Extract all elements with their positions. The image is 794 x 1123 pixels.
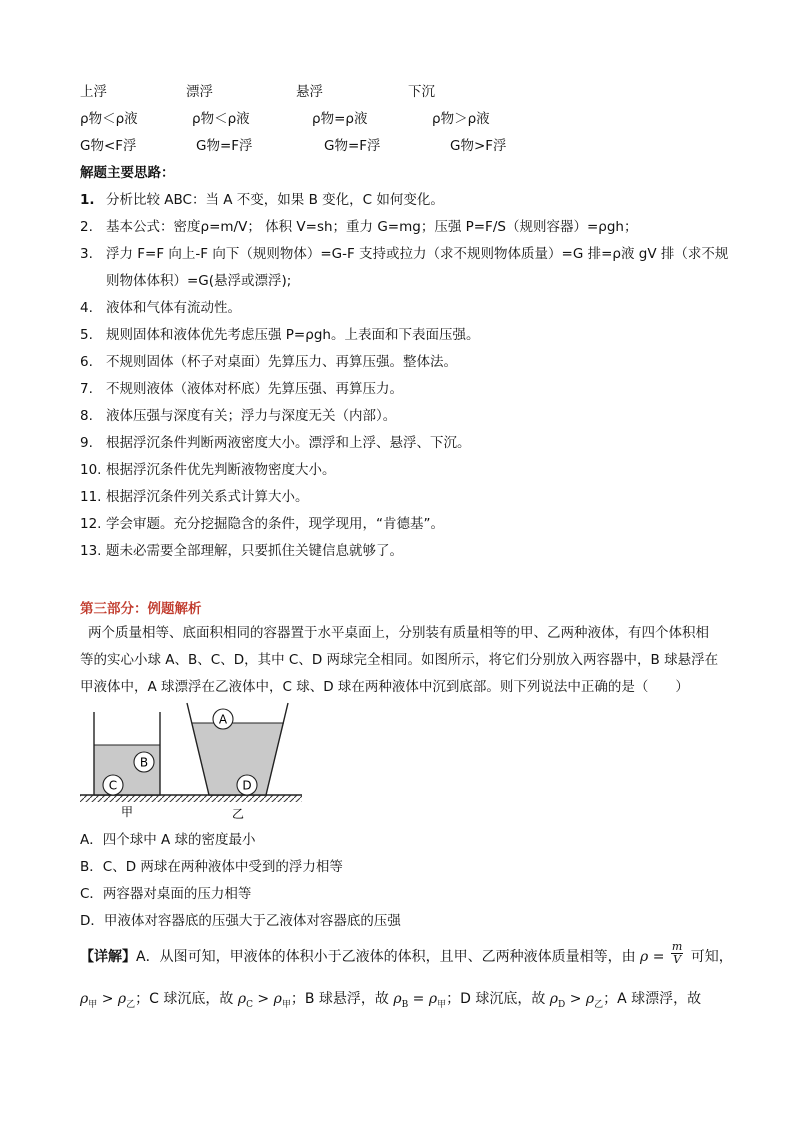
tip-number: 4. — [80, 300, 93, 316]
tips-title: 解题主要思路： — [80, 165, 175, 181]
option-d: D．甲液体对容器底的压强大于乙液体对容器底的压强 — [80, 913, 401, 929]
state-header-row — [80, 80, 560, 100]
tip-number: 10. — [80, 462, 102, 478]
problem-text: 两个质量相等、底面积相同的容器置于水平桌面上，分别装有质量相等的甲、乙两种液体，有四个体积相等的实心小球 A、B、C、D，其中 C、D 两球完全相同。如图所示，将它们分别放入两容器中，B 球悬浮在甲液体中，A 球漂浮在乙液体中，C 球、D 球在两种液体中沉到底部。则下列说法中正确的是（ ） — [80, 625, 719, 695]
density-formula-fraction — [671, 941, 683, 966]
tip-text: 液体和气体有流动性。 — [106, 300, 241, 316]
formula-numerator: m — [671, 939, 683, 953]
label-jia: 甲 — [120, 805, 134, 819]
tip-text: 基本公式：密度ρ=m/V； 体积 V=sh；重力 G=mg；压强 P=F/S（规则容器）=ρgh； — [106, 219, 638, 235]
force-rise: G物<F浮 — [80, 138, 137, 154]
section-title: 第三部分：例题解析 — [80, 601, 202, 617]
tip-item — [80, 485, 309, 505]
ball-a-label: A — [218, 712, 228, 727]
relation-3: $\rho_B = \rho_甲$ — [393, 991, 447, 1010]
ball-a — [213, 709, 233, 729]
tip-number: 7. — [80, 381, 93, 397]
tip-number: 11. — [80, 489, 102, 505]
ball-c — [103, 775, 123, 795]
solution-text: ；B 球悬浮，故 — [290, 991, 394, 1007]
tip-item — [80, 323, 479, 343]
state-force-row — [80, 134, 560, 154]
tip-text: 根据浮沉条件列关系式计算大小。 — [106, 489, 309, 505]
density-sink: ρ物＞ρ液 — [432, 111, 490, 127]
ball-c-label: C — [108, 778, 118, 793]
formula-denominator: V — [673, 952, 682, 966]
density-float: ρ物＜ρ液 — [192, 111, 250, 127]
tip-item — [80, 512, 444, 532]
force-sink: G物>F浮 — [450, 138, 507, 154]
tip-number: 9. — [80, 435, 93, 451]
tip-number: 6. — [80, 354, 93, 370]
option-b: B．C、D 两球在两种液体中受到的浮力相等 — [80, 859, 343, 875]
solution-line-1 — [80, 939, 733, 966]
tip-text: 题未必需要全部理解，只要抓住关键信息就够了。 — [106, 543, 403, 559]
solution-text-a: A．从图可知，甲液体的体积小于乙液体的体积，且甲、乙两种液体质量相等，由 — [136, 949, 636, 965]
option-a: A．四个球中 A 球的密度最小 — [80, 832, 256, 848]
force-float: G物=F浮 — [196, 138, 253, 154]
label-yi: 乙 — [231, 807, 245, 821]
state-header-rise: 上浮 — [80, 84, 107, 100]
state-header-sink: 下沉 — [408, 84, 435, 100]
density-formula-lhs: ρ = — [640, 949, 665, 965]
tip-number: 3. — [80, 246, 93, 262]
tip-text: 学会审题。充分挖掘隐含的条件，现学现用，“肯德基”。 — [106, 516, 444, 532]
tip-item — [80, 539, 403, 559]
ball-b — [134, 752, 154, 772]
tip-text: 不规则液体（液体对杯底）先算压强、再算压力。 — [106, 381, 403, 397]
tip-number: 1. — [80, 192, 95, 208]
tip-item — [80, 404, 396, 424]
tip-item — [80, 188, 444, 208]
option-c: C．两容器对桌面的压力相等 — [80, 886, 252, 902]
tip-item — [80, 296, 241, 316]
density-rise: ρ物＜ρ液 — [80, 111, 138, 127]
tip-continuation: 则物体体积）=G(悬浮或漂浮); — [106, 273, 292, 289]
tip-item — [80, 215, 637, 235]
solution-text: ；D 球沉底，故 — [446, 991, 550, 1007]
tip-text: 浮力 F=F 向上-F 向下（规则物体）=G-F 支持或拉力（求不规则物体质量）=G 排=ρ液 gV 排（求不规 — [106, 246, 729, 262]
state-header-suspend: 悬浮 — [296, 84, 323, 100]
tip-text: 根据浮沉条件判断两液密度大小。漂浮和上浮、悬浮、下沉。 — [106, 435, 471, 451]
solution-text: ；C 球沉底，故 — [135, 991, 238, 1007]
tip-text: 分析比较 ABC：当 A 不变，如果 B 变化，C 如何变化。 — [106, 192, 444, 208]
relation-4: $\rho_D > \rho_乙$ — [549, 991, 604, 1010]
tip-text: 液体压强与深度有关；浮力与深度无关（内部）。 — [106, 408, 397, 424]
tip-number: 2. — [80, 219, 93, 235]
tip-item — [80, 431, 471, 451]
tip-text: 规则固体和液体优先考虑压强 P=ρgh。上表面和下表面压强。 — [106, 327, 480, 343]
state-density-row — [80, 107, 560, 127]
solution-line-2 — [80, 988, 701, 1010]
state-header-float: 漂浮 — [186, 84, 213, 100]
tip-number: 5. — [80, 327, 93, 343]
solution-text-b: 可知， — [690, 949, 733, 965]
relation-2: $\rho_C > \rho_甲$ — [237, 991, 291, 1010]
ball-d — [237, 775, 257, 795]
relation-1: $\rho_甲 > \rho_乙$ — [80, 991, 136, 1010]
containers-figure — [78, 702, 310, 822]
force-suspend: G物=F浮 — [324, 138, 381, 154]
tip-item — [80, 350, 457, 370]
tip-item — [80, 242, 728, 262]
tip-item — [80, 377, 403, 397]
tip-number: 12. — [80, 516, 102, 532]
tip-text: 不规则固体（杯子对桌面）先算压力、再算压强。整体法。 — [106, 354, 457, 370]
tip-text: 根据浮沉条件优先判断液物密度大小。 — [106, 462, 336, 478]
tip-number: 8. — [80, 408, 93, 424]
solution-label: 【详解】 — [80, 949, 136, 965]
density-suspend: ρ物=ρ液 — [312, 111, 368, 127]
tip-item — [80, 458, 336, 478]
solution-text: ；A 球漂浮，故 — [603, 991, 702, 1007]
table-surface — [80, 795, 302, 802]
ball-b-label: B — [139, 755, 149, 770]
ball-d-label: D — [242, 778, 252, 793]
tip-number: 13. — [80, 543, 102, 559]
